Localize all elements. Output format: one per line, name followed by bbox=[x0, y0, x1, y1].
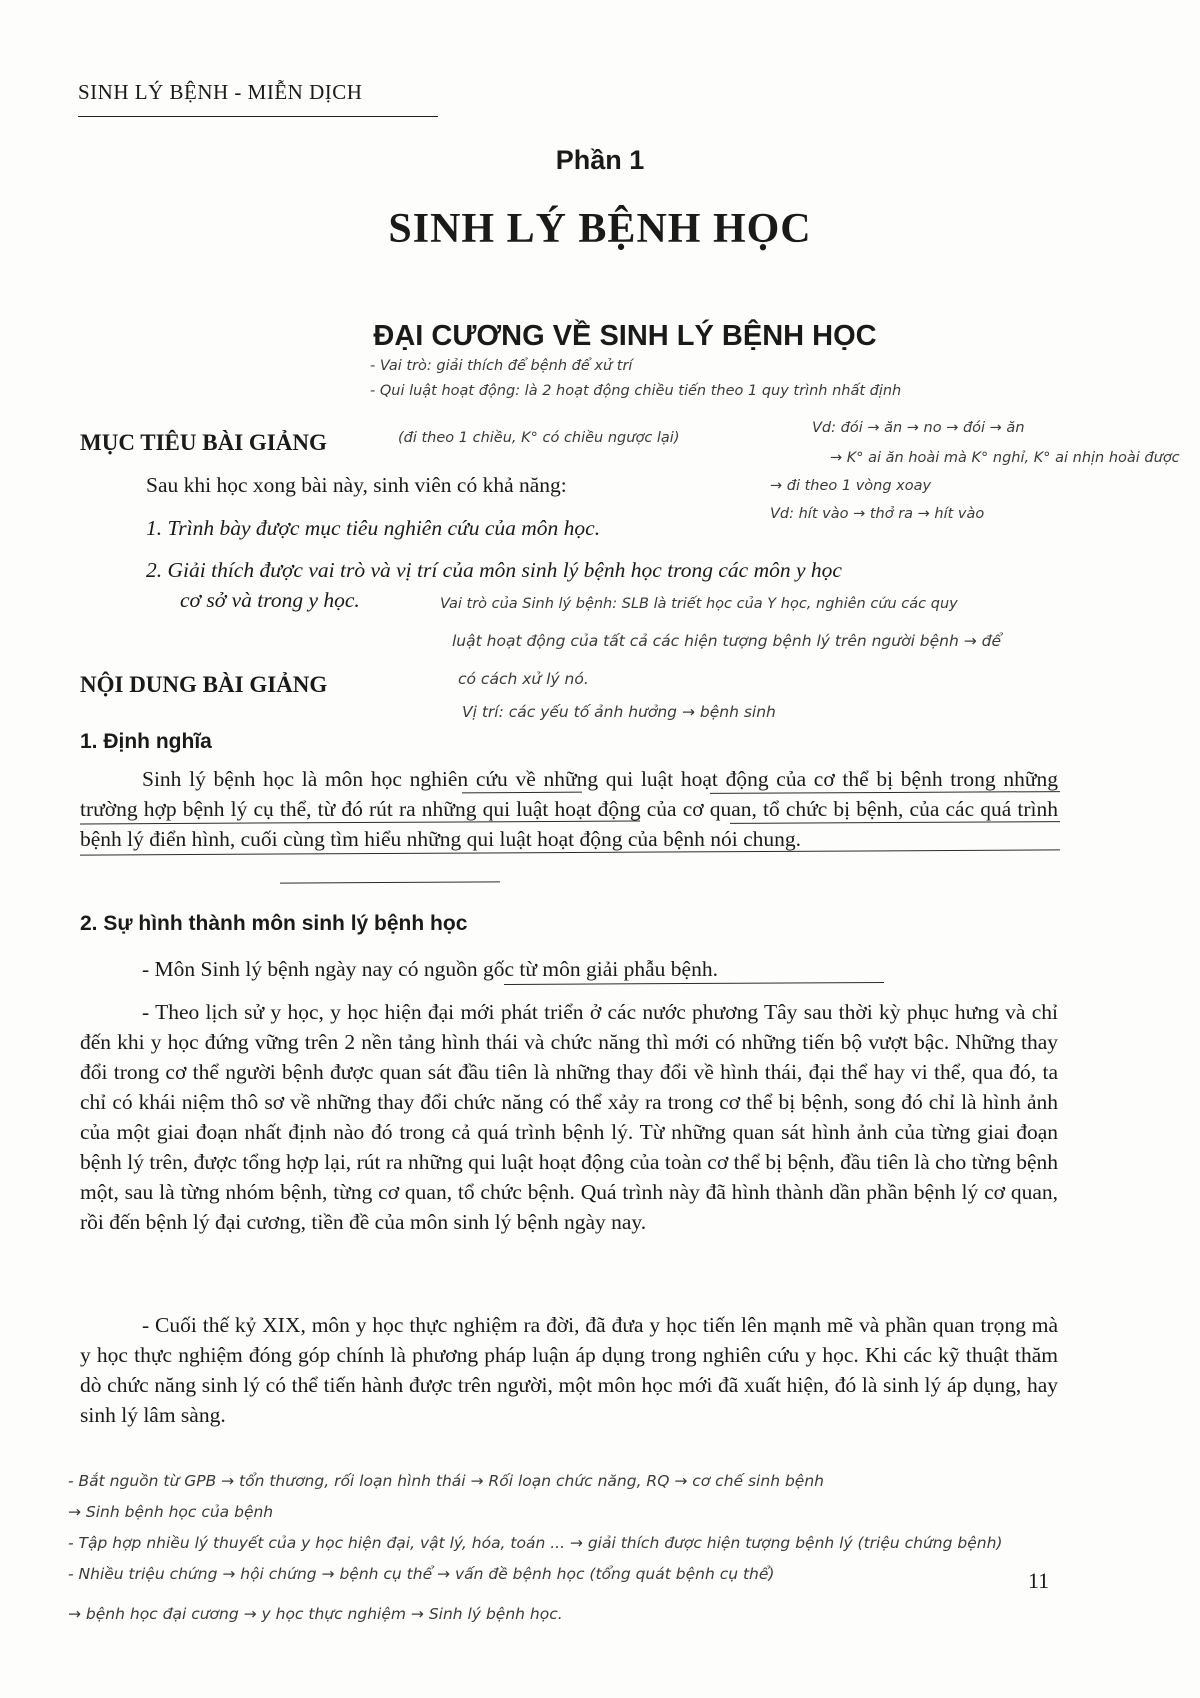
history-paragraph: - Cuối thế kỷ XIX, môn y học thực nghiệm ra đời, đã đưa y học tiến lên mạnh mẽ và phần quan trọng mà y học thực nghiệm đóng góp chính là phương pháp luận áp dụng trong nghiên cứu y học. Khi các kỹ thuật thăm dò chức năng sinh lý có thể tiến hành được trên người, một môn học mới đã xuất hiện, đó là sinh lý áp dụng, hay sinh lý lâm sàng. bbox=[80, 1313, 1058, 1427]
objectives-intro: Sau khi học xong bài này, sinh viên có khả năng: bbox=[146, 473, 567, 497]
handwritten-note: → Sinh bệnh học của bệnh bbox=[68, 1503, 274, 1521]
history-paragraph: - Theo lịch sử y học, y học hiện đại mới phát triển ở các nước phương Tây sau thời kỳ phục hưng và chỉ đến khi y học đứng vững trên 2 nền tảng hình thái và chức năng thì mới có những tiến bộ vượt bậc. Những thay đổi trong cơ thể người bệnh được quan sát đầu tiên là những thay đổi về hình thái, đại thể hay vi thể, qua đó, ta chỉ có khái niệm thô sơ về những thay đổi chức năng có thể xảy ra trong cơ thể bị bệnh, song đó chỉ là hình ảnh của một giai đoạn nhất định nào đó trong cả quá trình bệnh lý. Từ những quan sát hình ảnh của từng giai đoạn bệnh lý trên, được tổng hợp lại, rút ra những qui luật hoạt động của toàn cơ thể bị bệnh, đầu tiên là cho từng bệnh một, sau là từng nhóm bệnh, từng cơ quan, tổ chức bệnh. Quá trình này đã hình thành dần phần bệnh lý cơ quan, rồi đến bệnh lý đại cương, tiền đề của môn sinh lý bệnh ngày nay. bbox=[80, 1000, 1058, 1234]
content-heading: NỘI DUNG BÀI GIẢNG bbox=[80, 672, 328, 697]
handwritten-note: Vd: đói → ăn → no → đói → ăn bbox=[812, 420, 1025, 436]
handwritten-note: - Qui luật hoạt động: là 2 hoạt động chiều tiến theo 1 quy trình nhất định bbox=[370, 383, 902, 399]
handwritten-note: - Tập hợp nhiều lý thuyết của y học hiện đại, vật lý, hóa, toán ... → giải thích được hiện tượng bệnh lý (triệu chứng bệnh) bbox=[68, 1534, 1003, 1552]
definition-paragraph: Sinh lý bệnh học là môn học nghiên cứu về những qui luật hoạt động của cơ thể bị bệnh trong những trường hợp bệnh lý cụ thể, từ đó rút ra những qui luật hoạt động của cơ quan, tổ chức bị bệnh, của các quá trình bệnh lý điển hình, cuối cùng tìm hiểu những qui luật hoạt động của bệnh nói chung. bbox=[80, 767, 1058, 851]
handwritten-note: → đi theo 1 vòng xoay bbox=[770, 478, 932, 494]
handwritten-note: - Vai trò: giải thích để bệnh để xử trí bbox=[370, 358, 633, 374]
handwritten-note: Vai trò của Sinh lý bệnh: SLB là triết học của Y học, nghiên cứu các quy bbox=[440, 596, 958, 612]
handwritten-note: có cách xử lý nó. bbox=[458, 670, 589, 688]
handwritten-note: → K° ai ăn hoài mà K° nghỉ, K° ai nhịn hoài được bbox=[830, 450, 1180, 466]
section-title: 1. Định nghĩa bbox=[80, 730, 212, 753]
objective-item: 1. Trình bày được mục tiêu nghiên cứu của môn học. bbox=[146, 516, 601, 540]
running-header: SINH LÝ BỆNH - MIỄN DỊCH bbox=[78, 80, 363, 104]
chapter-title: ĐẠI CƯƠNG VỀ SINH LÝ BỆNH HỌC bbox=[373, 320, 877, 352]
part-title: SINH LÝ BỆNH HỌC bbox=[388, 206, 812, 252]
handwritten-note: luật hoạt động của tất cả các hiện tượng bệnh lý trên người bệnh → để bbox=[452, 632, 1002, 650]
handwritten-note: - Nhiều triệu chứng → hội chứng → bệnh cụ thể → vấn đề bệnh học (tổng quát bệnh cụ thể) bbox=[68, 1565, 775, 1583]
handwritten-note: Vd: hít vào → thở ra → hít vào bbox=[770, 506, 985, 522]
handwritten-note: - Bắt nguồn từ GPB → tổn thương, rối loạn hình thái → Rối loạn chức năng, RQ → cơ chế sinh bệnh bbox=[68, 1472, 824, 1490]
objective-item-continued: cơ sở và trong y học. bbox=[180, 588, 360, 612]
objectives-heading: MỤC TIÊU BÀI GIẢNG bbox=[80, 430, 327, 455]
objective-item: 2. Giải thích được vai trò và vị trí của môn sinh lý bệnh học trong các môn y học bbox=[146, 558, 842, 582]
pen-underline bbox=[280, 881, 500, 883]
page-number: 11 bbox=[1028, 1568, 1050, 1593]
history-paragraph: - Môn Sinh lý bệnh ngày nay có nguồn gốc từ môn giải phẫu bệnh. bbox=[142, 957, 718, 981]
header-rule bbox=[78, 116, 438, 117]
part-label: Phần 1 bbox=[555, 145, 645, 175]
handwritten-note: (đi theo 1 chiều, K° có chiều ngược lại) bbox=[398, 430, 680, 446]
handwritten-note: Vị trí: các yếu tố ảnh hưởng → bệnh sinh bbox=[462, 703, 776, 721]
section-title: 2. Sự hình thành môn sinh lý bệnh học bbox=[80, 912, 468, 935]
handwritten-note: → bệnh học đại cương → y học thực nghiệm → Sinh lý bệnh học. bbox=[68, 1605, 563, 1623]
